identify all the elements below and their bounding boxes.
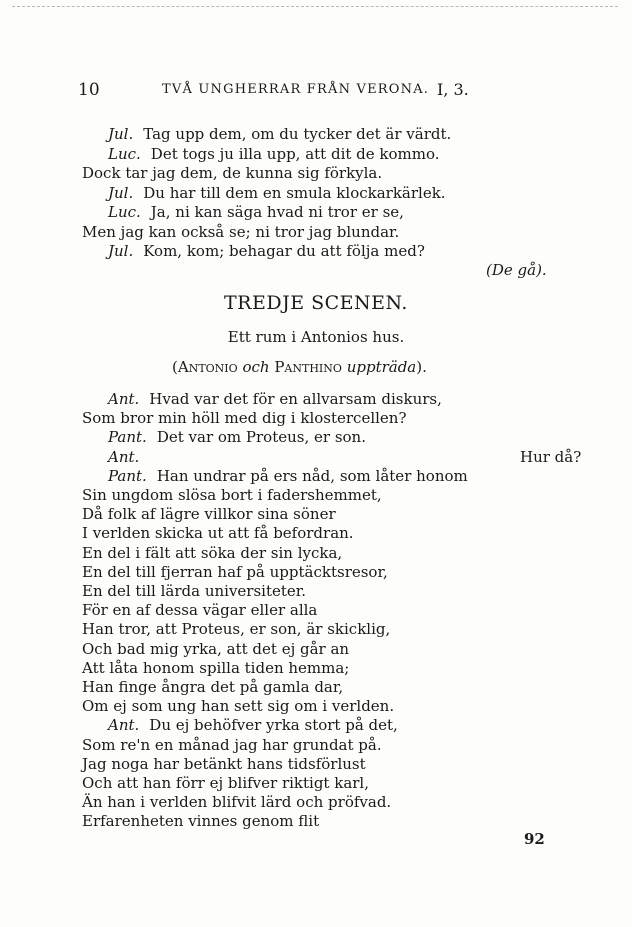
verse-text-continuation: Hur då?: [520, 447, 582, 466]
verse-text: En del till fjerran haf på upptäcktsresor,: [82, 562, 388, 581]
stage-direction-entrance: [172, 358, 427, 376]
speaker-label: Jul.: [108, 242, 134, 260]
character-name: Antonio: [177, 358, 238, 376]
verse-line: [82, 543, 342, 563]
verse-line: [82, 485, 382, 505]
verse-text: Tag upp dem, om du tycker det är värdt.: [143, 125, 452, 143]
verse-text: Som bror min höll med dig i klostercellen?: [82, 409, 407, 428]
verse-line: [82, 523, 354, 543]
verse-text: Det togs ju illa upp, att dit de kommo.: [150, 144, 440, 163]
verse-line: [108, 447, 582, 467]
verse-text: Hvad var det för en allvarsam diskurs,: [149, 390, 442, 408]
speaker-label: Ant.: [108, 390, 140, 408]
verse-line: [108, 427, 366, 447]
stage-direction-exit: (De gå).: [486, 261, 547, 279]
verb: uppträda: [346, 358, 417, 376]
verse-text: Han tror, att Proteus, er son, är skicklig,: [82, 620, 391, 639]
verse-line: [82, 222, 399, 242]
verse-line: [82, 562, 388, 582]
verse-line: [82, 504, 336, 524]
verse-line: [108, 241, 425, 261]
paren-open: (: [172, 358, 178, 376]
scene-title: TREDJE SCENEN.: [224, 292, 408, 314]
verse-line: [108, 466, 468, 486]
verse-text: För en af dessa vägar eller alla: [82, 601, 318, 620]
verse-line: [82, 773, 369, 793]
speaker-label: Luc.: [108, 203, 141, 221]
act-scene-ref: I, 3.: [437, 80, 469, 99]
scene-setting: Ett rum i Antonios hus.: [227, 328, 405, 346]
verse-text: Om ej som ung han sett sig om i verlden.: [82, 697, 395, 716]
verse-text: Än han i verlden blifvit lärd och pröfvad.: [82, 793, 392, 812]
verse-line: [82, 619, 390, 639]
verse-line: [108, 389, 442, 409]
verse-text: En del till lärda universiteter.: [82, 582, 307, 600]
verse-text: Och bad mig yrka, att det ej går an: [82, 639, 350, 658]
verse-line: [82, 658, 349, 678]
verse-line: [108, 183, 446, 203]
verse-text: Som re'n en månad jag har grundat på.: [82, 735, 382, 754]
verse-line: [82, 639, 349, 659]
verse-text: Ja, ni kan säga hvad ni tror er se,: [150, 203, 404, 221]
verse-text: Han undrar på ers nåd, som låter honom: [156, 466, 468, 485]
speaker-label: Pant.: [108, 428, 147, 447]
verse-line: [108, 124, 451, 144]
verse-line: [82, 581, 306, 601]
speaker-label: Luc.: [108, 144, 141, 163]
verse-text: I verlden skicka ut att få befordran.: [82, 524, 354, 543]
verse-text: Men jag kan också se; ni tror jag blundar.: [82, 222, 400, 241]
speaker-label: Jul.: [108, 125, 134, 143]
verse-line: [82, 811, 319, 831]
paren-close: ).: [416, 358, 427, 376]
verse-text: En del i fält att söka der sin lycka,: [82, 543, 343, 562]
verse-line: [82, 600, 317, 620]
verse-line: [82, 754, 366, 774]
verse-text: Då folk af lägre villkor sina söner: [82, 505, 336, 524]
verse-text: Du ej behöfver yrka stort på det,: [149, 716, 398, 735]
verse-line: [108, 715, 398, 735]
verse-text: Att låta honom spilla tiden hemma;: [82, 658, 350, 677]
signature-mark: 92: [524, 830, 545, 848]
speaker-label: Pant.: [108, 466, 147, 485]
verse-line: [82, 792, 391, 812]
verse-line: [108, 202, 404, 222]
page-number: 10: [78, 80, 100, 100]
verse-line: [82, 735, 382, 755]
verse-line: [82, 696, 394, 716]
speaker-label: Jul.: [108, 183, 134, 202]
verse-line: [82, 163, 382, 183]
verse-text: Du har till dem en smula klockarkärlek.: [143, 183, 446, 202]
verse-text: Kom, kom; behagar du att följa med?: [143, 242, 425, 260]
verse-text: Och att han förr ej blifver riktigt karl,: [82, 774, 369, 792]
speaker-label: Ant.: [108, 447, 140, 466]
page-header: [0, 80, 632, 102]
verse-text: Erfarenheten vinnes genom flit: [82, 812, 320, 831]
verse-line: [82, 408, 407, 428]
character-name: Panthino: [274, 358, 342, 376]
verse-line: [82, 677, 343, 697]
top-rule: [12, 6, 618, 7]
speaker-label: Ant.: [108, 716, 140, 735]
verse-text: Sin ungdom slösa bort i fadershemmet,: [82, 486, 382, 504]
verse-text: Det var om Proteus, er son.: [156, 428, 366, 447]
conjunction: och: [242, 358, 270, 376]
verse-text: Han finge ångra det på gamla dar,: [82, 678, 344, 696]
running-title: TVÅ UNGHERRAR FRÅN VERONA.: [162, 82, 430, 97]
verse-text: Jag noga har betänkt hans tidsförlust: [82, 754, 366, 773]
verse-line: [108, 144, 440, 164]
verse-text: Dock tar jag dem, de kunna sig förkyla.: [82, 164, 383, 182]
